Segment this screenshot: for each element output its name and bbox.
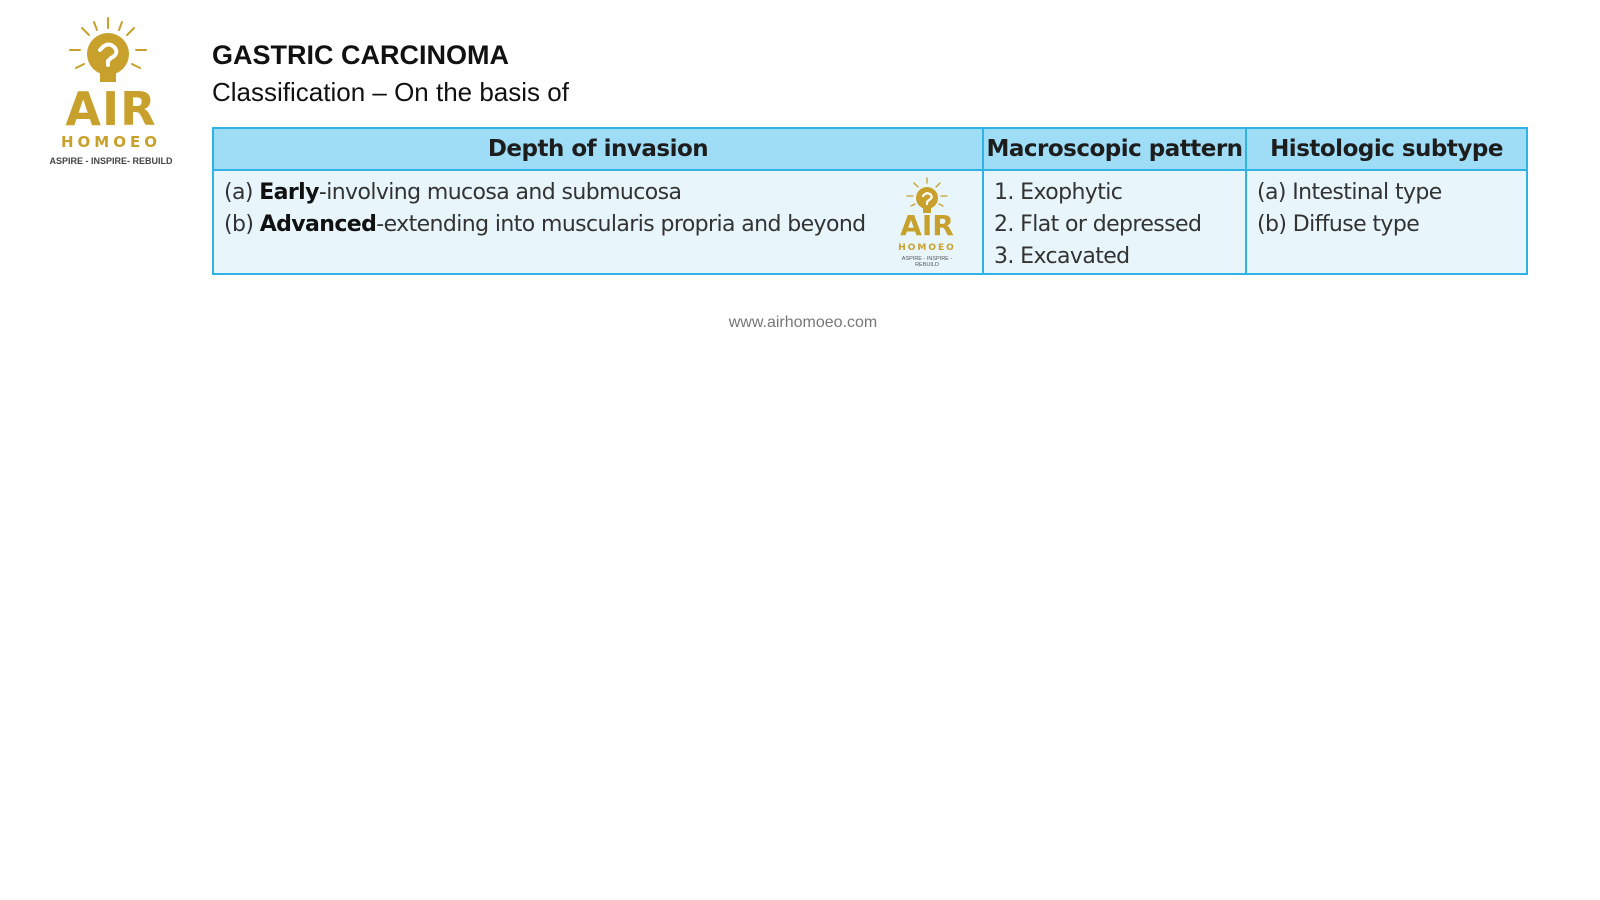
- header-histologic: Histologic subtype: [1247, 129, 1526, 171]
- item-description: -extending into muscularis propria and beyond: [376, 212, 866, 237]
- macroscopic-item: 3. Excavated: [994, 244, 1130, 269]
- depth-column: [214, 129, 984, 273]
- item-prefix: (a): [224, 180, 260, 205]
- depth-cell: [214, 171, 982, 247]
- header-depth: Depth of invasion: [214, 129, 982, 171]
- watermark-tagline: ASPIRE - INSPIRE - REBUILD: [901, 256, 953, 268]
- item-description: -involving mucosa and submucosa: [318, 180, 682, 205]
- histologic-cell: [1247, 171, 1526, 247]
- depth-item-early: [224, 177, 972, 209]
- logo-brand: HOMOEO: [61, 133, 161, 151]
- macroscopic-column: [984, 129, 1247, 273]
- item-term: Early: [259, 180, 319, 205]
- item-term: Advanced: [259, 212, 377, 237]
- lightbulb-icon: [46, 16, 176, 86]
- page-title: GASTRIC CARCINOMA: [212, 40, 509, 70]
- classification-table: [212, 127, 1528, 275]
- header-macroscopic: Macroscopic pattern: [984, 129, 1245, 171]
- watermark-word: AIR: [900, 209, 954, 242]
- brand-logo: [46, 16, 176, 166]
- histologic-column: [1247, 129, 1526, 273]
- footer-url: www.airhomoeo.com: [728, 314, 878, 331]
- macroscopic-item: 1. Exophytic: [994, 180, 1123, 205]
- histologic-item: (b) Diffuse type: [1257, 212, 1420, 237]
- watermark-brand: HOMOEO: [898, 243, 956, 253]
- depth-item-advanced: [224, 209, 972, 241]
- page-subtitle: Classification – On the basis of: [212, 77, 569, 107]
- logo-word: AIR: [65, 82, 157, 136]
- logo-tagline: ASPIRE - INSPIRE- REBUILD: [49, 156, 173, 166]
- macroscopic-item: 2. Flat or depressed: [994, 212, 1202, 237]
- histologic-item: (a) Intestinal type: [1257, 180, 1442, 205]
- watermark-logo: [890, 177, 964, 269]
- macroscopic-cell: [984, 171, 1245, 279]
- item-prefix: (b): [224, 212, 260, 237]
